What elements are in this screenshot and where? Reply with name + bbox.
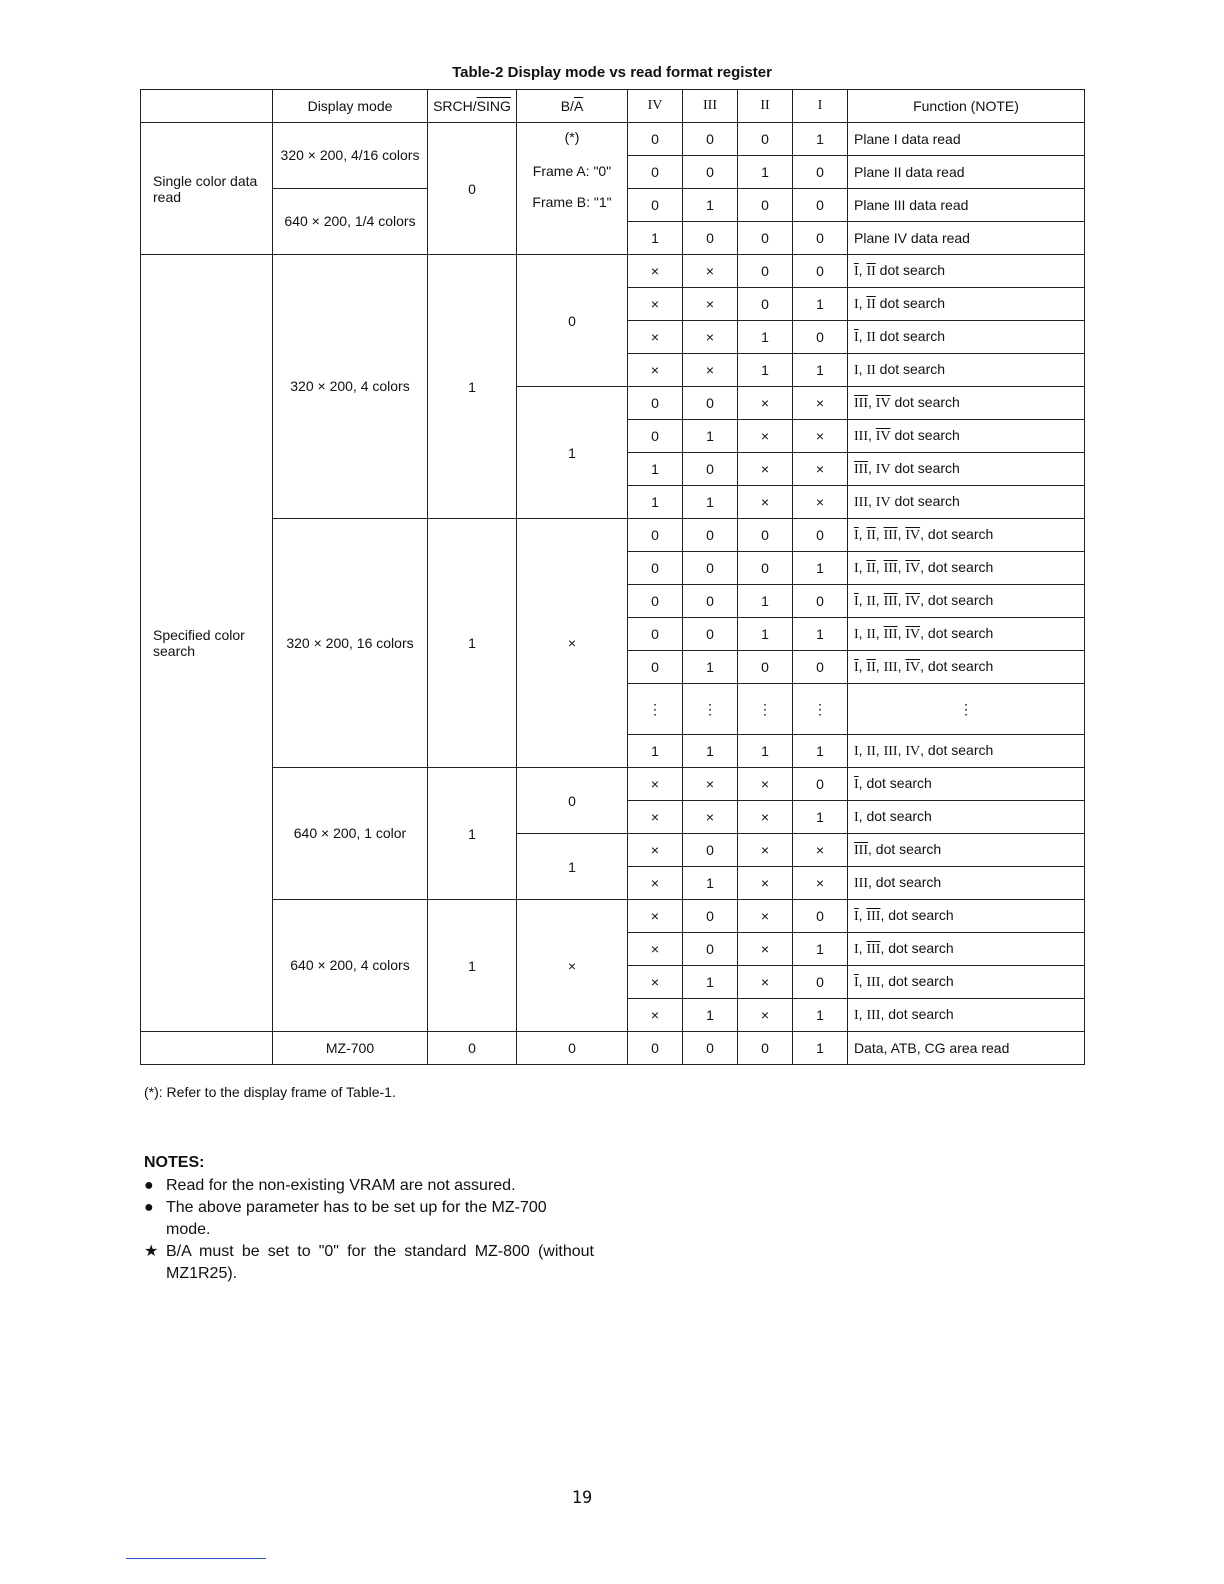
- table-row: 1 0 × × $\overline{III}$, IV dot search: [141, 453, 1085, 486]
- table-row: 640 × 200, 4 colors 1 × × 0 × 0 $\overline{I}$, $\overline{III}$, dot search: [141, 900, 1085, 933]
- function-cell: $\overline{I}$, II, $\overline{III}$, $\overline{IV}$, dot search: [848, 585, 1085, 618]
- header-row: [141, 90, 1085, 123]
- function-cell: $\overline{III}$, IV dot search: [848, 453, 1085, 486]
- table-row: × 0 × 1 I, $\overline{III}$, dot search: [141, 933, 1085, 966]
- srch-cell: 1: [428, 900, 517, 1032]
- cell-i: 0: [793, 222, 848, 255]
- page-number: 19: [571, 1488, 593, 1508]
- table-row: × 1 × 0 $\overline{I}$, III, dot search: [141, 966, 1085, 999]
- table-row: 0 0 1 1 I, II, $\overline{III}$, $\overline{IV}$, dot search: [141, 618, 1085, 651]
- ba-frame-b: Frame B: "1": [532, 194, 612, 210]
- header-ii: II: [738, 90, 793, 123]
- table-row: 640 × 200, 1 color 1 0 × × × 0 $\overline{I}$, dot search: [141, 768, 1085, 801]
- header-iii: III: [683, 90, 738, 123]
- mode-cell: 640 × 200, 1 color: [273, 768, 428, 900]
- cell-i: 1: [793, 123, 848, 156]
- header-display-mode: Display mode: [273, 90, 428, 123]
- header-ba: $B/\overline{A}$: [517, 90, 628, 123]
- group-specified-color: Specified color search: [141, 255, 273, 1032]
- function-cell: Plane I data read: [848, 123, 1085, 156]
- srch-cell: 1: [428, 255, 517, 519]
- mode-cell: MZ-700: [273, 1032, 428, 1065]
- cell-ii: 1: [738, 156, 793, 189]
- list-item: ● The above parameter has to be set up for the MZ-700 mode.: [144, 1199, 547, 1238]
- cell-i: 0: [793, 156, 848, 189]
- footnote: (*): Refer to the display frame of Table-1.: [144, 1084, 396, 1100]
- table-row: × 1 × 1 I, III, dot search: [141, 999, 1085, 1032]
- header-i: I: [793, 90, 848, 123]
- ba-star: (*): [564, 129, 580, 145]
- function-cell: Plane II data read: [848, 156, 1085, 189]
- header-function: Function (NOTE): [848, 90, 1085, 123]
- cell-i: 0: [793, 189, 848, 222]
- cell-iii: 1: [683, 189, 738, 222]
- function-cell: III, dot search: [848, 867, 1085, 900]
- mode-cell: 320 × 200, 4 colors: [273, 255, 428, 519]
- ba-cell: 0: [517, 255, 628, 387]
- cell-iv: 0: [628, 123, 683, 156]
- table-row: 1 1 1 1 I, II, III, IV, dot search: [141, 735, 1085, 768]
- table-row: 320 × 200, 16 colors 1 × 0 0 0 0 $\overline{I}$, $\overline{II}$, $\overline{III}$, $\overline{IV}$, dot search: [141, 519, 1085, 552]
- cell-iv: 0: [628, 156, 683, 189]
- srch-cell: 1: [428, 768, 517, 900]
- table-row: ⋮ ⋮ ⋮ ⋮ ⋮: [141, 684, 1085, 735]
- cell-ii: 0: [738, 222, 793, 255]
- function-cell: I, II, $\overline{III}$, $\overline{IV}$, dot search: [848, 618, 1085, 651]
- table-row: × × 1 0 $\overline{I}$, II dot search: [141, 321, 1085, 354]
- cell-ii: 0: [738, 123, 793, 156]
- table-row: 0 1 0 0 $\overline{I}$, $\overline{II}$, III, $\overline{IV}$, dot search: [141, 651, 1085, 684]
- srch-cell: 0: [428, 123, 517, 255]
- function-cell: I, III, dot search: [848, 999, 1085, 1032]
- function-cell: $\overline{I}$, $\overline{II}$ dot search: [848, 255, 1085, 288]
- function-cell: Data, ATB, CG area read: [848, 1032, 1085, 1065]
- function-cell: I, II dot search: [848, 354, 1085, 387]
- header-srch-sing: SRCH/SING: [428, 90, 517, 123]
- function-cell: I, $\overline{II}$, $\overline{III}$, $\overline{IV}$, dot search: [848, 552, 1085, 585]
- mode-cell: 320 × 200, 4/16 colors: [273, 123, 428, 189]
- table-row: 1 0 0 × × $\overline{III}$, $\overline{IV}$ dot search: [141, 387, 1085, 420]
- table-row: × 1 × × III, dot search: [141, 867, 1085, 900]
- cell-ii: 0: [738, 189, 793, 222]
- cell-iii: 0: [683, 123, 738, 156]
- mode-cell: 640 × 200, 1/4 colors: [273, 189, 428, 255]
- header-blank: [141, 90, 273, 123]
- list-item: ★ B/A must be set to "0" for the standard MZ-800 (without MZ1R25).: [144, 1243, 594, 1282]
- table-row: 0 0 0 1 I, $\overline{II}$, $\overline{III}$, $\overline{IV}$, dot search: [141, 552, 1085, 585]
- table-row: × × 1 1 I, II dot search: [141, 354, 1085, 387]
- group-single-color: Single color data read: [141, 123, 273, 255]
- function-cell: $\overline{I}$, $\overline{II}$, III, $\overline{IV}$, dot search: [848, 651, 1085, 684]
- header-iv: IV: [628, 90, 683, 123]
- table-row: Specified color search 320 × 200, 4 colors 1 0 × × 0 0 $\overline{I}$, $\overline{II}$ dot search: [141, 255, 1085, 288]
- function-cell: $\overline{I}$, III, dot search: [848, 966, 1085, 999]
- footer-rule: [126, 1558, 266, 1559]
- display-mode-table: [140, 89, 1085, 1065]
- table-row: [141, 123, 1085, 156]
- function-cell: I, $\overline{II}$ dot search: [848, 288, 1085, 321]
- ba-frame-a: Frame A: "0": [532, 163, 612, 179]
- function-cell: I, II, III, IV, dot search: [848, 735, 1085, 768]
- mode-cell: 320 × 200, 16 colors: [273, 519, 428, 768]
- function-cell: $\overline{I}$, $\overline{II}$, $\overline{III}$, $\overline{IV}$, dot search: [848, 519, 1085, 552]
- bullet-icon: ●: [144, 1199, 154, 1216]
- table-title: Table-2 Display mode vs read format register: [452, 64, 772, 81]
- blank-cell: [141, 1032, 273, 1065]
- table-row: × × 0 1 I, $\overline{II}$ dot search: [141, 288, 1085, 321]
- ba-cell: 0: [517, 1032, 628, 1065]
- srch-cell: 0: [428, 1032, 517, 1065]
- function-cell: Plane III data read: [848, 189, 1085, 222]
- function-cell: I, dot search: [848, 801, 1085, 834]
- function-cell: III, IV dot search: [848, 486, 1085, 519]
- table-row: 0 1 × × III, $\overline{IV}$ dot search: [141, 420, 1085, 453]
- bullet-icon: ●: [144, 1177, 154, 1194]
- ba-cell: 1: [517, 834, 628, 900]
- table-row: 1 1 × × III, IV dot search: [141, 486, 1085, 519]
- table-row: 0 0 1 0 $\overline{I}$, II, $\overline{III}$, $\overline{IV}$, dot search: [141, 585, 1085, 618]
- ba-cell: 0: [517, 768, 628, 834]
- table-row: 1 × 0 × × $\overline{III}$, dot search: [141, 834, 1085, 867]
- ba-cell: [517, 123, 628, 255]
- notes-title: NOTES:: [144, 1154, 205, 1171]
- ba-cell: ×: [517, 519, 628, 768]
- function-cell: $\overline{I}$, dot search: [848, 768, 1085, 801]
- function-cell: Plane IV data read: [848, 222, 1085, 255]
- mode-cell: 640 × 200, 4 colors: [273, 900, 428, 1032]
- function-cell: $\overline{I}$, $\overline{III}$, dot search: [848, 900, 1085, 933]
- function-cell: $\overline{III}$, dot search: [848, 834, 1085, 867]
- function-cell: I, $\overline{III}$, dot search: [848, 933, 1085, 966]
- ba-cell: ×: [517, 900, 628, 1032]
- cell-iii: 0: [683, 156, 738, 189]
- list-item: ● Read for the non-existing VRAM are not assured.: [144, 1175, 594, 1197]
- function-cell: $\overline{III}$, $\overline{IV}$ dot search: [848, 387, 1085, 420]
- ba-cell: 1: [517, 387, 628, 519]
- cell-iv: 1: [628, 222, 683, 255]
- function-cell: III, $\overline{IV}$ dot search: [848, 420, 1085, 453]
- table-row: × × × 1 I, dot search: [141, 801, 1085, 834]
- function-cell: $\overline{I}$, II dot search: [848, 321, 1085, 354]
- srch-cell: 1: [428, 519, 517, 768]
- cell-iii: 0: [683, 222, 738, 255]
- cell-iv: 0: [628, 189, 683, 222]
- notes-list: [144, 1175, 594, 1285]
- star-icon: ★: [144, 1243, 159, 1260]
- table-row: MZ-700 0 0 0 0 0 1 Data, ATB, CG area read: [141, 1032, 1085, 1065]
